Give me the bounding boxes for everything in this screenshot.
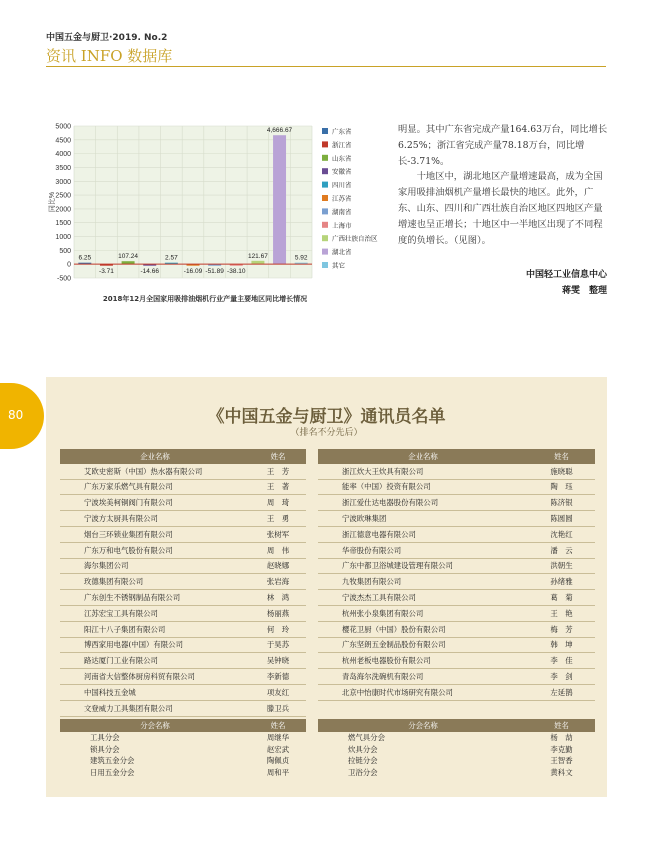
legend-label: 江苏省: [332, 195, 352, 203]
company-name: 青岛海尔洗碗机有限公司: [318, 669, 528, 685]
legend-swatch: [322, 222, 328, 228]
legend-label: 湖南省: [332, 208, 352, 216]
company-name: 能率（中国）投资有限公司: [318, 479, 528, 495]
company-name: 宁波欧琳集团: [318, 511, 528, 527]
column-gap: [306, 669, 318, 685]
column-gap: [306, 700, 318, 716]
legend-label: 安徽省: [332, 168, 352, 176]
contact-name: 葛 菊: [528, 590, 595, 606]
company-name: 烟台三环锁业集团有限公司: [60, 526, 250, 542]
company-name: 江苏宏宝工具有限公司: [60, 605, 250, 621]
table-row: [60, 464, 595, 479]
company-name: 樱花卫厨（中国）股份有限公司: [318, 621, 528, 637]
data-label: -16.09: [183, 268, 203, 276]
company-name: 艾欧史密斯（中国）热水器有限公司: [60, 464, 250, 479]
contact-name: 赵宏武: [266, 744, 290, 754]
data-label: -14.66: [140, 268, 159, 276]
branch-name: 拉链分会: [348, 756, 378, 766]
column-gap: [306, 526, 318, 542]
table-row: [60, 558, 595, 574]
table-row: [60, 621, 595, 637]
company-name: 河南省大信整体厨房科贸有限公司: [60, 669, 250, 685]
data-label: 6.25: [78, 254, 92, 262]
contact-name: 杨丽燕: [250, 605, 306, 621]
contact-name: 施晓聪: [528, 464, 595, 479]
legend-label: 其它: [332, 262, 345, 270]
legend-label: 浙江省: [332, 141, 352, 149]
contact-name: 何 玲: [250, 621, 306, 637]
contact-name: 吴钟晓: [250, 653, 306, 669]
article-paragraph-1: 明显。其中广东省完成产量164.63万台，同比增长6.25%；浙江省完成产量78.18万台，同比增长-3.71%。: [398, 124, 608, 167]
column-gap: [306, 495, 318, 511]
column-header-name: 姓名: [528, 449, 595, 464]
contact-name: 韩 坤: [528, 637, 595, 653]
contact-name: 陈济银: [528, 495, 595, 511]
contact-name: 梅 芳: [528, 621, 595, 637]
company-name: 广东坚朗五金制品股份有限公司: [318, 637, 528, 653]
branch-name: 卫浴分会: [348, 768, 378, 778]
company-name: 路达厦门工业有限公司: [60, 653, 250, 669]
article-paragraph-2: 十地区中，湖北地区产量增速最高，成为全国家用吸排油烟机产量增长最快的地区。此外，广东、山东、四川和广西壮族自治区地区四地区产量增速也呈正增长；十地区中一半地区出现了不同程度的负增长。（见图）。: [398, 171, 603, 246]
branch-name: 建筑五金分会: [90, 756, 135, 766]
branch-name: 日用五金分会: [90, 768, 135, 778]
branch-name: 燃气具分会: [348, 733, 385, 743]
chart-caption: 2018年12月全国家用吸排油烟机行业产量主要地区同比增长情况: [102, 295, 308, 303]
contact-name: 周 伟: [250, 542, 306, 558]
company-name: 九牧集团有限公司: [318, 574, 528, 590]
legend-label: 四川省: [332, 182, 352, 190]
legend-label: 广西壮族自治区: [332, 235, 378, 243]
company-name: 杭州老板电器股份有限公司: [318, 653, 528, 669]
legend-swatch: [322, 182, 328, 188]
column-header-branch: 分会名称: [318, 719, 528, 732]
column-gap: [306, 732, 318, 744]
column-gap: [306, 719, 318, 732]
contact-name: 赵晓娜: [250, 558, 306, 574]
roster-subtitle: （排名不分先后）: [290, 428, 363, 438]
y-tick-label: 3500: [55, 164, 71, 172]
branch-table-header: [60, 719, 595, 732]
data-label: -51.89: [205, 268, 224, 276]
table-row: [60, 511, 595, 527]
branch-name: 工具分会: [90, 733, 120, 743]
data-label: 4,666.67: [266, 127, 293, 135]
legend-label: 上海市: [332, 222, 352, 230]
column-gap: [306, 590, 318, 606]
company-name: 广东万家乐燃气具有限公司: [60, 479, 250, 495]
company-name: 浙江德意电器有限公司: [318, 526, 528, 542]
column-gap: [306, 755, 318, 767]
company-name: 广东中都卫浴城建设管理有限公司: [318, 558, 528, 574]
journal-header: 中国五金与厨卫·2019. No.2: [46, 33, 168, 43]
contact-name: 杨 劼: [550, 733, 573, 743]
contact-name: 林 鸿: [250, 590, 306, 606]
table-row: [60, 637, 595, 653]
column-header-name: 姓名: [528, 719, 595, 732]
section-title: 资讯 INFO 数据库: [46, 47, 173, 65]
y-tick-label: 3000: [55, 178, 71, 186]
legend-swatch: [322, 141, 328, 147]
table-row: [60, 744, 595, 756]
column-header-name: 姓名: [250, 449, 306, 464]
branch-table: [60, 719, 595, 778]
chart-svg: [44, 118, 389, 298]
y-axis-label: 同比%: [49, 191, 56, 213]
company-name: 文登威力工具集团有限公司: [60, 700, 250, 716]
company-name: 宁波杰杰工具有限公司: [318, 590, 528, 606]
column-gap: [306, 449, 318, 464]
bar-chart: [44, 118, 389, 298]
y-tick-label: 2000: [55, 206, 71, 214]
legend-swatch: [322, 262, 328, 268]
column-gap: [306, 653, 318, 669]
column-gap: [306, 511, 318, 527]
column-gap: [306, 464, 318, 479]
bar: [251, 261, 264, 264]
table-row: [60, 700, 595, 716]
company-name: 浙江爱仕达电器股份有限公司: [318, 495, 528, 511]
company-name: 宁波埃美柯铜阀门有限公司: [60, 495, 250, 511]
legend-label: 湖北省: [332, 249, 352, 257]
company-name: 浙江炊大王炊具有限公司: [318, 464, 528, 479]
contact-name: 李 剑: [528, 669, 595, 685]
column-header-company: 企业名称: [60, 449, 250, 464]
company-name: 中国科技五金城: [60, 684, 250, 700]
legend-swatch: [322, 208, 328, 214]
company-name: 海尔集团公司: [60, 558, 250, 574]
table-row: [60, 526, 595, 542]
contact-name: 于昊苏: [250, 637, 306, 653]
contact-name: 滕卫兵: [250, 700, 306, 716]
table-row: [60, 605, 595, 621]
column-header-name: 姓名: [250, 719, 306, 732]
contact-name: 王 著: [250, 479, 306, 495]
table-row: [60, 755, 595, 767]
member-table-header: [60, 449, 595, 464]
contact-name: 周继华: [266, 733, 290, 743]
contact-name: 潘 云: [528, 542, 595, 558]
table-row: [60, 684, 595, 700]
legend-label: 广东省: [332, 128, 352, 136]
legend-swatch: [322, 235, 328, 241]
data-label: 121.67: [247, 252, 268, 260]
legend-swatch: [322, 249, 328, 255]
company-name: 阳江十八子集团有限公司: [60, 621, 250, 637]
y-tick-label: 4000: [55, 151, 71, 159]
data-label: 107.24: [118, 253, 139, 261]
roster-box: [46, 377, 607, 797]
table-row: [60, 669, 595, 685]
contact-name: 黄科文: [550, 768, 573, 778]
table-row: [60, 767, 595, 779]
branch-name: 炊具分会: [348, 744, 378, 754]
company-name: 玫德集团有限公司: [60, 574, 250, 590]
y-tick-label: 4500: [55, 137, 71, 145]
contact-name: 李克勤: [550, 744, 573, 754]
contact-name: 洪朝生: [528, 558, 595, 574]
y-tick-label: 2500: [55, 192, 71, 200]
legend-swatch: [322, 155, 328, 161]
company-name: 博西家用电器(中国）有限公司: [60, 637, 250, 653]
contact-name: [528, 700, 595, 716]
data-label: -38.10: [227, 268, 246, 276]
column-gap: [306, 574, 318, 590]
page-number: 80: [8, 408, 24, 422]
contact-name: 张岩海: [250, 574, 306, 590]
contact-name: 周和平: [266, 768, 290, 778]
roster-title: 《中国五金与厨卫》通讯员名单: [207, 407, 446, 427]
bar: [273, 135, 286, 264]
contact-name: 李新德: [250, 669, 306, 685]
y-tick-label: 500: [59, 247, 71, 255]
contact-name: 沈艳红: [528, 526, 595, 542]
table-row: [60, 495, 595, 511]
company-name: 华帝股份有限公司: [318, 542, 528, 558]
contact-name: 李 佳: [528, 653, 595, 669]
contact-name: 王 勇: [250, 511, 306, 527]
y-tick-label: 1500: [55, 220, 71, 228]
company-name: 杭州张小泉集团有限公司: [318, 605, 528, 621]
company-name: 广东创生不锈钢制品有限公司: [60, 590, 250, 606]
table-row: [60, 732, 595, 744]
column-header-branch: 分会名称: [60, 719, 250, 732]
y-tick-label: 1000: [55, 234, 71, 242]
data-label: 2.57: [165, 254, 178, 262]
credit-organization: 中国轻工业信息中心: [525, 270, 607, 280]
y-tick-label: 0: [67, 261, 71, 269]
legend-swatch: [322, 168, 328, 174]
contact-name: 王 艳: [528, 605, 595, 621]
column-gap: [306, 767, 318, 779]
column-gap: [306, 621, 318, 637]
table-row: [60, 590, 595, 606]
company-name: 北京中怡康时代市场研究有限公司: [318, 684, 528, 700]
y-tick-label: 5000: [55, 123, 71, 131]
company-name: 广东万和电气股份有限公司: [60, 542, 250, 558]
contact-name: 陶佩贞: [266, 756, 290, 766]
article-text: [398, 122, 608, 248]
page-number-tab: [0, 383, 44, 449]
column-gap: [306, 637, 318, 653]
column-header-company: 企业名称: [318, 449, 528, 464]
header-divider: [46, 66, 606, 67]
company-name: [318, 700, 528, 716]
contact-name: 王 芳: [250, 464, 306, 479]
column-gap: [306, 558, 318, 574]
table-row: [60, 542, 595, 558]
member-table: [60, 449, 595, 717]
credit-author: 蒋雯 整理: [561, 286, 607, 296]
column-gap: [306, 605, 318, 621]
y-tick-label: -500: [56, 275, 71, 283]
contact-name: 孙绪雅: [528, 574, 595, 590]
column-gap: [306, 479, 318, 495]
column-gap: [306, 684, 318, 700]
contact-name: 陶 珏: [528, 479, 595, 495]
contact-name: 项友红: [250, 684, 306, 700]
company-name: 宁波方太厨具有限公司: [60, 511, 250, 527]
table-row: [60, 653, 595, 669]
legend-label: 山东省: [332, 155, 352, 163]
contact-name: 周 琦: [250, 495, 306, 511]
table-row: [60, 574, 595, 590]
legend-swatch: [322, 128, 328, 134]
column-gap: [306, 744, 318, 756]
branch-name: 锁具分会: [90, 744, 120, 754]
column-gap: [306, 542, 318, 558]
contact-name: 陈圆圆: [528, 511, 595, 527]
legend-swatch: [322, 195, 328, 201]
contact-name: 张树军: [250, 526, 306, 542]
contact-name: 王智香: [550, 756, 573, 766]
data-label: -3.71: [99, 268, 114, 276]
contact-name: 左延鹊: [528, 684, 595, 700]
data-label: 5.92: [294, 254, 308, 262]
table-row: [60, 479, 595, 495]
